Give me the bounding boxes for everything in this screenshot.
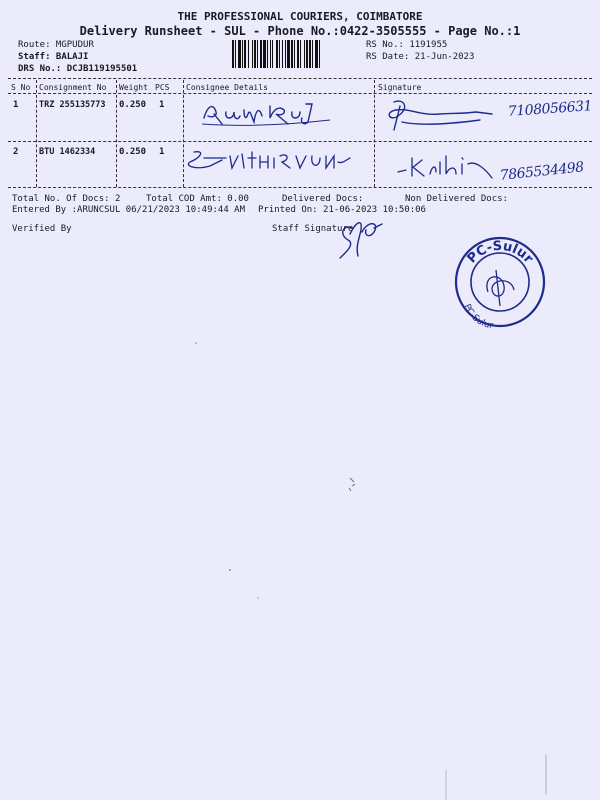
row2-sno: 2: [13, 147, 19, 157]
rs-date: RS Date: 21-Jun-2023: [366, 52, 475, 62]
drs-number: DRS No.: DCJB119195501: [18, 64, 138, 74]
runsheet-subtitle: Delivery Runsheet - SUL - Phone No.:0422-3505555 - Page No.:1: [79, 24, 521, 38]
entered-by: Entered By :ARUNCSUL 06/21/2023 10:49:44 AM: [12, 205, 245, 215]
col-header-signature: Signature: [378, 83, 422, 92]
total-cod: Total COD Amt: 0.00: [146, 194, 249, 204]
row1-sno: 1: [13, 100, 19, 110]
col-header-weight: Weight: [119, 83, 148, 92]
printed-on: Printed On: 21-06-2023 10:50:06: [258, 205, 426, 215]
verified-by-label: Verified By: [12, 224, 72, 234]
col-header-consignee: Consignee Details: [186, 83, 268, 92]
staff-label: Staff: BALAJI: [18, 52, 89, 62]
row2-phone-handwriting: 7865534498: [499, 159, 585, 184]
rs-number: RS No.: 1191955: [366, 40, 448, 50]
row1-phone-handwriting: 7108056631: [507, 98, 593, 120]
row2-pcs: 1: [159, 147, 165, 157]
row2-weight: 0.250: [119, 147, 147, 157]
total-docs: Total No. Of Docs: 2: [12, 194, 121, 204]
row1-weight: 0.250: [119, 100, 147, 110]
company-title: THE PROFESSIONAL COURIERS, COIMBATORE: [177, 10, 423, 23]
svg-text:PC-Sulur: PC-Sulur: [461, 302, 494, 332]
col-header-sno: S No: [11, 83, 31, 92]
delivered-docs: Delivered Docs:: [282, 194, 364, 204]
row1-consignment: TRZ 255135773: [39, 100, 106, 110]
row1-pcs: 1: [159, 100, 165, 110]
route-label: Route: MGPUDUR: [18, 40, 94, 50]
col-header-pcs: PCS: [155, 83, 170, 92]
row2-consignment: BTU 1462334: [39, 147, 96, 157]
svg-text:PC-Sulur: PC-Sulur: [464, 238, 536, 267]
col-header-consignment: Consignment No: [39, 83, 107, 92]
staff-signature-label: Staff Signature: [272, 224, 354, 234]
non-delivered-docs: Non Delivered Docs:: [405, 194, 508, 204]
